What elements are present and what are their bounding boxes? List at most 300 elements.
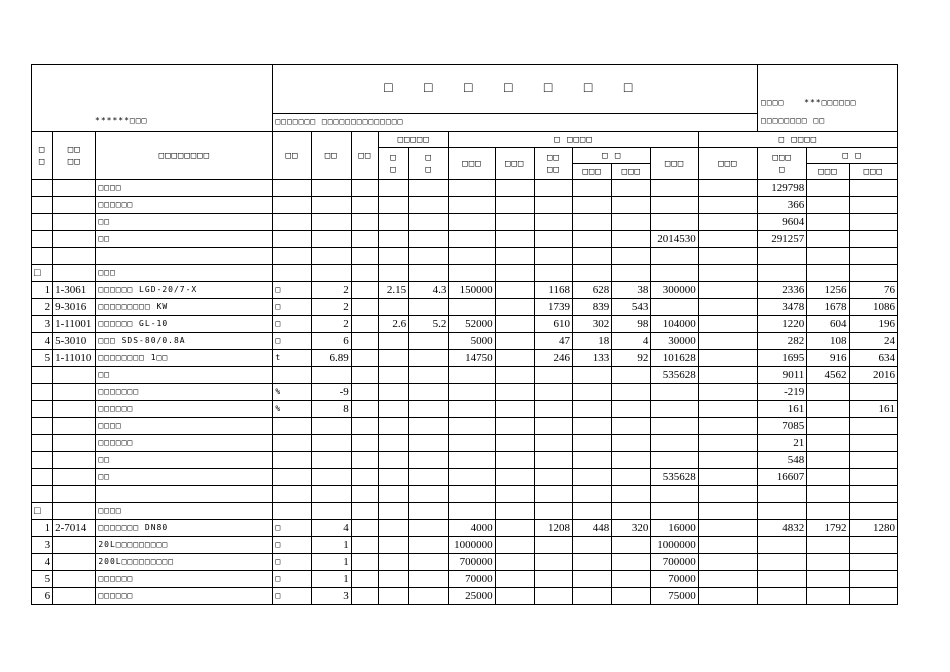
cell-t2: [698, 248, 757, 265]
cell-t3: 2336: [758, 282, 807, 299]
cell-w1: [378, 248, 408, 265]
cell-qty: 2: [311, 282, 351, 299]
cell-x: [351, 554, 378, 571]
cell-i2: [572, 486, 611, 503]
cell-i3: 4: [612, 333, 651, 350]
cell-w1: [378, 180, 408, 197]
cell-code: 2-7014: [53, 520, 96, 537]
cell-t1: [651, 265, 698, 282]
cell-p1: 700000: [449, 554, 495, 571]
cell-t1: 1000000: [651, 537, 698, 554]
cell-p1: 14750: [449, 350, 495, 367]
cell-t2: [698, 537, 757, 554]
cell-x: [351, 401, 378, 418]
cell-p1: [449, 248, 495, 265]
cell-unit: t: [273, 350, 311, 367]
cell-x: [351, 265, 378, 282]
cell-t4: [807, 452, 849, 469]
cell-i1: 246: [534, 350, 572, 367]
cell-p2: [495, 418, 534, 435]
cell-t3: 7085: [758, 418, 807, 435]
cell-i2: [572, 452, 611, 469]
cell-t4: [807, 469, 849, 486]
cell-t4: [807, 265, 849, 282]
cell-w2: [409, 401, 449, 418]
cell-p1: 70000: [449, 571, 495, 588]
cell-t3: 129798: [758, 180, 807, 197]
cell-w2: [409, 231, 449, 248]
cell-i2: [572, 503, 611, 520]
cell-seq: 3: [32, 316, 53, 333]
cell-unit: □: [273, 520, 311, 537]
col-machine: □□□: [612, 164, 651, 180]
table-row: [32, 452, 898, 469]
cell-i1: [534, 503, 572, 520]
cell-t1: 535628: [651, 367, 698, 384]
cell-w2: [409, 554, 449, 571]
cell-name: □□□□□□: [96, 435, 273, 452]
cell-i1: [534, 214, 572, 231]
cell-name: □□□□□□: [96, 401, 273, 418]
cell-w1: 2.6: [378, 316, 408, 333]
cell-t4: 1256: [807, 282, 849, 299]
cell-t1: 300000: [651, 282, 698, 299]
cell-unit: [273, 231, 311, 248]
cell-t1: 101628: [651, 350, 698, 367]
cell-t2: [698, 588, 757, 605]
cell-code: [53, 469, 96, 486]
cell-t1: [651, 214, 698, 231]
col-weight-b: □ □: [409, 148, 449, 180]
cell-i3: [612, 418, 651, 435]
cell-t5: [849, 486, 897, 503]
cell-t3: [758, 537, 807, 554]
cell-p2: [495, 197, 534, 214]
cell-i2: [572, 588, 611, 605]
cell-w2: [409, 197, 449, 214]
cell-unit: [273, 435, 311, 452]
cell-t5: [849, 180, 897, 197]
cell-i1: [534, 180, 572, 197]
cell-t3: [758, 486, 807, 503]
cell-unit: □: [273, 333, 311, 350]
cell-t4: 1792: [807, 520, 849, 537]
cell-p1: [449, 452, 495, 469]
cell-w2: 5.2: [409, 316, 449, 333]
cell-t1: [651, 486, 698, 503]
cell-i2: [572, 571, 611, 588]
cell-i2: 839: [572, 299, 611, 316]
cell-t4: [807, 435, 849, 452]
cell-name: [96, 248, 273, 265]
cell-qty: [311, 367, 351, 384]
cell-t5: [849, 231, 897, 248]
cell-w1: [378, 367, 408, 384]
cell-qty: [311, 452, 351, 469]
col-qty: □□: [311, 132, 351, 180]
cell-code: [53, 248, 96, 265]
table-row: [32, 248, 898, 265]
cell-t5: [849, 588, 897, 605]
cell-t5: [849, 452, 897, 469]
cell-t2: [698, 316, 757, 333]
cell-code: [53, 554, 96, 571]
cell-i3: [612, 571, 651, 588]
cell-qty: [311, 503, 351, 520]
col-total1: □□□: [651, 148, 698, 180]
cell-w2: [409, 248, 449, 265]
cell-t4: [807, 588, 849, 605]
cell-t5: [849, 537, 897, 554]
cell-t5: [849, 214, 897, 231]
cell-p1: [449, 197, 495, 214]
cell-t3: 9604: [758, 214, 807, 231]
cell-t4: [807, 197, 849, 214]
cell-p1: 1000000: [449, 537, 495, 554]
cell-i2: [572, 197, 611, 214]
col-weight-a: □ □: [378, 148, 408, 180]
cell-p2: [495, 503, 534, 520]
cell-t2: [698, 452, 757, 469]
table-row: [32, 316, 898, 333]
cell-t3: 161: [758, 401, 807, 418]
cell-qty: -9: [311, 384, 351, 401]
cell-name: □□□□□□□: [96, 384, 273, 401]
cell-unit: [273, 265, 311, 282]
cell-i3: [612, 435, 651, 452]
cell-t5: 1086: [849, 299, 897, 316]
cell-name: □□□ SDS-80/0.8A: [96, 333, 273, 350]
cell-qty: [311, 469, 351, 486]
cell-t4: 604: [807, 316, 849, 333]
cell-i3: [612, 486, 651, 503]
cell-i1: [534, 571, 572, 588]
cell-code: [53, 571, 96, 588]
cell-qty: [311, 265, 351, 282]
cell-w1: [378, 469, 408, 486]
cell-code: [53, 537, 96, 554]
cell-w2: [409, 180, 449, 197]
cell-qty: [311, 231, 351, 248]
col-seq: □ □: [32, 132, 53, 180]
cell-i1: [534, 469, 572, 486]
cell-unit: □: [273, 299, 311, 316]
cell-x: [351, 435, 378, 452]
cell-p2: [495, 299, 534, 316]
cell-seq: 5: [32, 350, 53, 367]
cell-x: [351, 367, 378, 384]
cell-i2: [572, 418, 611, 435]
cell-t3: 1220: [758, 316, 807, 333]
cell-t5: [849, 435, 897, 452]
cell-t4: [807, 214, 849, 231]
cell-name: □□□□: [96, 180, 273, 197]
cell-seq: [32, 401, 53, 418]
col-unit-price2: □□□: [495, 148, 534, 180]
cell-t1: [651, 401, 698, 418]
cell-name: □□□□□□: [96, 571, 273, 588]
cell-t4: [807, 554, 849, 571]
cell-t1: 700000: [651, 554, 698, 571]
cell-x: [351, 520, 378, 537]
cell-t2: [698, 367, 757, 384]
col-unit: □□: [273, 132, 311, 180]
cell-t5: 1280: [849, 520, 897, 537]
cell-code: [53, 418, 96, 435]
cell-w2: [409, 384, 449, 401]
table-body: [32, 180, 898, 605]
cell-i3: [612, 384, 651, 401]
cell-t3: 3478: [758, 299, 807, 316]
cell-w2: [409, 418, 449, 435]
cell-t5: 2016: [849, 367, 897, 384]
document-title: □ □ □ □ □ □ □: [273, 65, 758, 114]
cell-w1: [378, 571, 408, 588]
cell-x: [351, 486, 378, 503]
cell-qty: 1: [311, 571, 351, 588]
cell-qty: [311, 248, 351, 265]
cell-i2: [572, 435, 611, 452]
cell-seq: [32, 384, 53, 401]
cell-qty: 8: [311, 401, 351, 418]
cell-name: □□□□□□□□ 1□□: [96, 350, 273, 367]
cell-p1: [449, 435, 495, 452]
cell-t3: [758, 503, 807, 520]
cell-t1: 30000: [651, 333, 698, 350]
cell-t4: [807, 418, 849, 435]
cell-qty: 4: [311, 520, 351, 537]
col-name: □□□□□□□□: [96, 132, 273, 180]
cell-code: 1-11001: [53, 316, 96, 333]
cell-t3: 291257: [758, 231, 807, 248]
header-right-line2: □□□□□□□□ □□: [761, 116, 826, 125]
cell-t1: [651, 197, 698, 214]
cell-t2: [698, 384, 757, 401]
cell-name: □□: [96, 367, 273, 384]
cell-unit: [273, 197, 311, 214]
cell-t1: [651, 299, 698, 316]
cell-w2: [409, 333, 449, 350]
cell-x: [351, 503, 378, 520]
cell-t1: 535628: [651, 469, 698, 486]
cell-unit: [273, 214, 311, 231]
cell-qty: 1: [311, 537, 351, 554]
table-row: [32, 265, 898, 282]
cell-unit: [273, 452, 311, 469]
cell-unit: [273, 418, 311, 435]
cell-w2: [409, 435, 449, 452]
cell-t1: [651, 418, 698, 435]
cell-name: [96, 486, 273, 503]
cell-t1: [651, 384, 698, 401]
cell-code: 9-3016: [53, 299, 96, 316]
cell-i2: 133: [572, 350, 611, 367]
cell-i3: [612, 503, 651, 520]
cell-i1: [534, 231, 572, 248]
cell-name: □□: [96, 469, 273, 486]
cell-unit: □: [273, 554, 311, 571]
cell-p2: [495, 520, 534, 537]
cell-code: [53, 486, 96, 503]
cell-code: [53, 214, 96, 231]
cell-seq: [32, 231, 53, 248]
cell-i2: [572, 554, 611, 571]
cell-i3: [612, 537, 651, 554]
cell-w2: [409, 503, 449, 520]
cell-t4: [807, 503, 849, 520]
cell-p1: [449, 265, 495, 282]
cell-i1: [534, 452, 572, 469]
cell-w1: [378, 299, 408, 316]
header-right-value: ***□□□□□□: [804, 98, 857, 107]
cell-t4: [807, 537, 849, 554]
cell-w1: [378, 503, 408, 520]
cell-t4: [807, 384, 849, 401]
cell-seq: [32, 214, 53, 231]
cell-w2: [409, 520, 449, 537]
table-row: [32, 435, 898, 452]
cell-unit: [273, 503, 311, 520]
cell-t2: [698, 282, 757, 299]
cell-name: □□: [96, 214, 273, 231]
cell-p2: [495, 452, 534, 469]
cell-name: □□□□□□ LGD-20/7-X: [96, 282, 273, 299]
estimate-table: [31, 64, 898, 605]
cell-x: [351, 299, 378, 316]
cell-p2: [495, 367, 534, 384]
col-6: □□: [351, 132, 378, 180]
cell-name: □□: [96, 452, 273, 469]
cell-unit: %: [273, 384, 311, 401]
cell-p2: [495, 469, 534, 486]
cell-p2: [495, 316, 534, 333]
cell-i3: [612, 265, 651, 282]
project-name: ******□□□: [32, 65, 273, 132]
cell-name: □□□□□□: [96, 197, 273, 214]
cell-p1: 52000: [449, 316, 495, 333]
cell-i1: [534, 401, 572, 418]
cell-t1: 104000: [651, 316, 698, 333]
cell-i1: 1739: [534, 299, 572, 316]
cell-i2: 302: [572, 316, 611, 333]
cell-w1: [378, 231, 408, 248]
cell-x: [351, 333, 378, 350]
cell-x: [351, 452, 378, 469]
cell-t1: [651, 452, 698, 469]
cell-i2: [572, 248, 611, 265]
cell-i2: [572, 214, 611, 231]
cell-p1: 150000: [449, 282, 495, 299]
cell-w1: [378, 401, 408, 418]
cell-t5: [849, 503, 897, 520]
cell-unit: □: [273, 537, 311, 554]
cell-code: [53, 265, 96, 282]
cell-p2: [495, 384, 534, 401]
cell-i1: [534, 384, 572, 401]
col-group-weight: □□□□□: [378, 132, 448, 148]
cell-t1: 2014530: [651, 231, 698, 248]
header-right-block: [758, 65, 898, 132]
cell-p2: [495, 588, 534, 605]
table-row: [32, 214, 898, 231]
cell-w1: [378, 265, 408, 282]
cell-p2: [495, 350, 534, 367]
cell-t5: [849, 384, 897, 401]
cell-seq: [32, 248, 53, 265]
cell-seq: [32, 367, 53, 384]
cell-x: [351, 248, 378, 265]
cell-qty: 6: [311, 333, 351, 350]
table-row: [32, 418, 898, 435]
cell-t2: [698, 486, 757, 503]
table-row: [32, 231, 898, 248]
cell-p1: [449, 418, 495, 435]
cell-p2: [495, 265, 534, 282]
cell-code: 5-3010: [53, 333, 96, 350]
cell-i3: [612, 367, 651, 384]
cell-i3: 543: [612, 299, 651, 316]
cell-t2: [698, 214, 757, 231]
table-row: [32, 537, 898, 554]
cell-seq: □: [32, 503, 53, 520]
cell-i3: [612, 469, 651, 486]
col-group-total: □ □□□□: [698, 132, 897, 148]
cell-t1: 70000: [651, 571, 698, 588]
cell-w1: [378, 384, 408, 401]
cell-unit: □: [273, 316, 311, 333]
cell-t2: [698, 401, 757, 418]
cell-p1: 5000: [449, 333, 495, 350]
cell-code: [53, 452, 96, 469]
cell-x: [351, 282, 378, 299]
cell-i1: [534, 537, 572, 554]
cell-x: [351, 231, 378, 248]
cell-code: 1-11010: [53, 350, 96, 367]
cell-i3: 320: [612, 520, 651, 537]
cell-t2: [698, 520, 757, 537]
cell-w1: [378, 588, 408, 605]
cell-i1: [534, 197, 572, 214]
cell-p1: [449, 486, 495, 503]
cell-t1: [651, 248, 698, 265]
cell-p2: [495, 537, 534, 554]
cell-t4: 108: [807, 333, 849, 350]
cell-t3: [758, 265, 807, 282]
cell-code: [53, 367, 96, 384]
cell-seq: [32, 452, 53, 469]
table-row: [32, 588, 898, 605]
cell-name: □□□□: [96, 503, 273, 520]
cell-seq: 6: [32, 588, 53, 605]
cell-w2: [409, 452, 449, 469]
cell-t4: 916: [807, 350, 849, 367]
cell-p1: [449, 503, 495, 520]
cell-t3: 1695: [758, 350, 807, 367]
cell-w2: [409, 469, 449, 486]
cell-t4: 1678: [807, 299, 849, 316]
header-right-line1: [761, 97, 897, 109]
cell-i1: [534, 486, 572, 503]
cell-i3: 92: [612, 350, 651, 367]
cell-i2: [572, 231, 611, 248]
cell-i3: [612, 197, 651, 214]
cell-t5: 634: [849, 350, 897, 367]
header-right-label: □□□□: [761, 98, 785, 107]
cell-i2: 628: [572, 282, 611, 299]
cell-qty: 2: [311, 299, 351, 316]
cell-w1: [378, 452, 408, 469]
cell-w2: [409, 537, 449, 554]
